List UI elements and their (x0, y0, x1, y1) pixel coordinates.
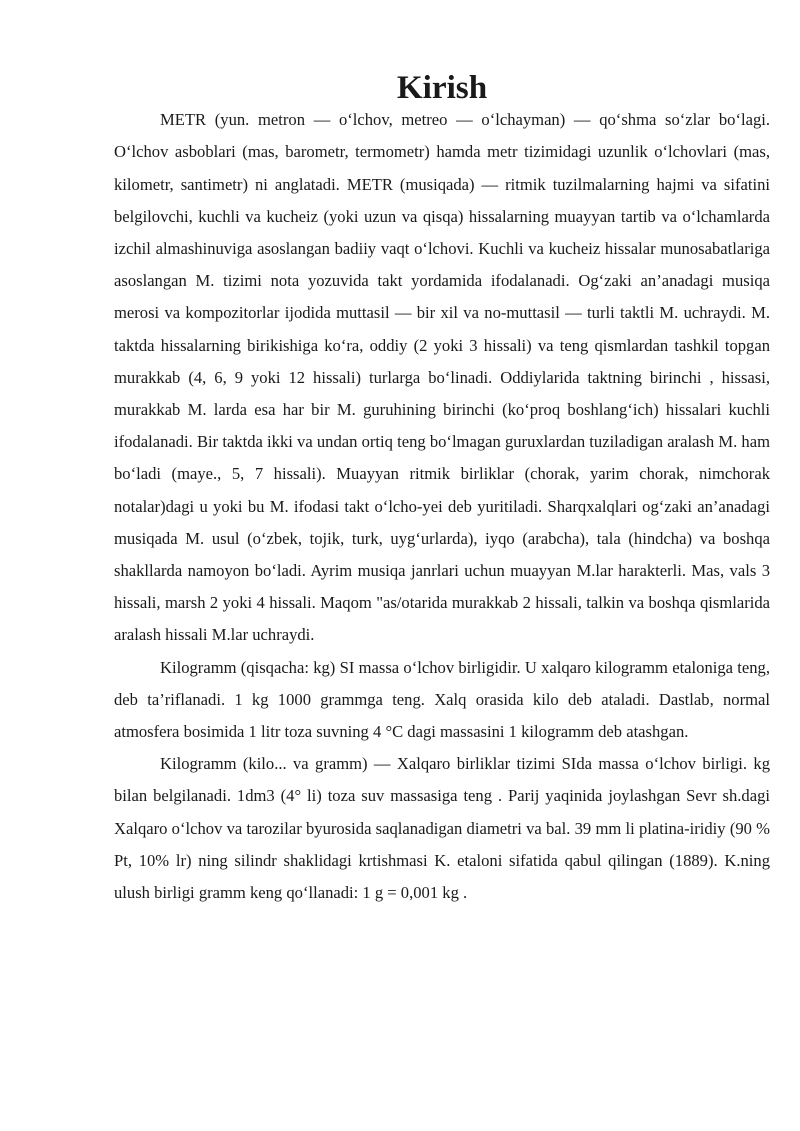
document-page (114, 69, 770, 909)
paragraph-kilogramm-definition: Kilogramm (kilo... va gramm) — Xalqaro birliklar tizimi SIda massa o‘lchov birligi. kg bilan belgilanadi. 1dm3 (4° li) toza suv massasiga teng . Parij yaqinida joylashgan Sevr sh.dagi Xalqaro o‘lchov va tarozilar byurosida saqlanadigan diametri va bal. 39 mm li platina-iridiy (90 % Pt, 10% lr) ning silindr shaklidagi krtishmasi K. etaloni sifatida qabul qilingan (1889). K.ning ulush birligi gramm keng qo‘llanadi: 1 g = 0,001 kg . (114, 754, 770, 903)
paragraph-kilogramm-si: Kilogramm (qisqacha: kg) SI massa o‘lchov birligidir. U xalqaro kilogramm etaloniga teng, deb ta’riflanadi. 1 kg 1000 grammga teng. Xalq orasida kilo deb ataladi. Dastlab, normal atmosfera bosimida 1 litr toza suvning 4 °C dagi massasini 1 kilogramm deb atashgan. (114, 657, 770, 742)
page-title: Kirish (396, 69, 488, 106)
paragraph-metr: METR (yun. metron — o‘lchov, metreo — o‘lchayman) — qo‘shma so‘zlar bo‘lagi. O‘lchov asboblari (mas, barometr, termometr) hamda metr tizimidagi uzunlik o‘lchovlari (mas, kilometr, santimetr) ni anglatadi. METR (musiqada) — ritmik tuzilmalarning hajmi va sifatini belgilovchi, kuchli va kucheiz (yoki uzun va qisqa) hissalarning muayyan tartib va o‘lchamlarda izchil almashinuviga asoslangan badiiy vaqt o‘lchovi. Kuchli va kucheiz hissalar munosabatlariga asoslangan M. tizimi nota yozuvida takt yordamida ifodalanadi. Og‘zaki an’anadagi musiqa merosi va kompozitorlar ijodida muttasil — bir xil va no-muttasil — turli taktli M. uchraydi. M. taktda hissalarning birikishiga ko‘ra, oddiy (2 yoki 3 hissali) va teng qismlardan tashkil topgan murakkab (4, 6, 9 yoki 12 hissali) turlarga bo‘linadi. Oddiylarida taktning birinchi , hissasi, murakkab M. larda esa har bir M. guruhining birinchi (ko‘proq boshlang‘ich) hissalari kuchli ifodalanadi. Bir taktda ikki va undan ortiq teng bo‘lmagan guruxlardan tuziladigan aralash M. ham bo‘ladi (maye., 5, 7 hissali). Muayyan ritmik birliklar (chorak, yarim chorak, nimchorak notalar)dagi u yoki bu M. ifodasi takt o‘lcho-yei deb yuritiladi. Sharqxalqlari og‘zaki an’anadagi musiqada M. usul (o‘zbek, tojik, turk, uyg‘urlarda), iyqo (arabcha), tala (hindcha) va boshqa shakllarda namoyon bo‘ladi. Ayrim musiqa janrlari uchun muayyan M.lar harakterli. Mas, vals 3 hissali, marsh 2 yoki 4 hissali. Maqom "as/otarida murakkab 2 hissali, talkin va boshqa qismlarida aralash hissali M.lar uchraydi. (114, 110, 770, 645)
